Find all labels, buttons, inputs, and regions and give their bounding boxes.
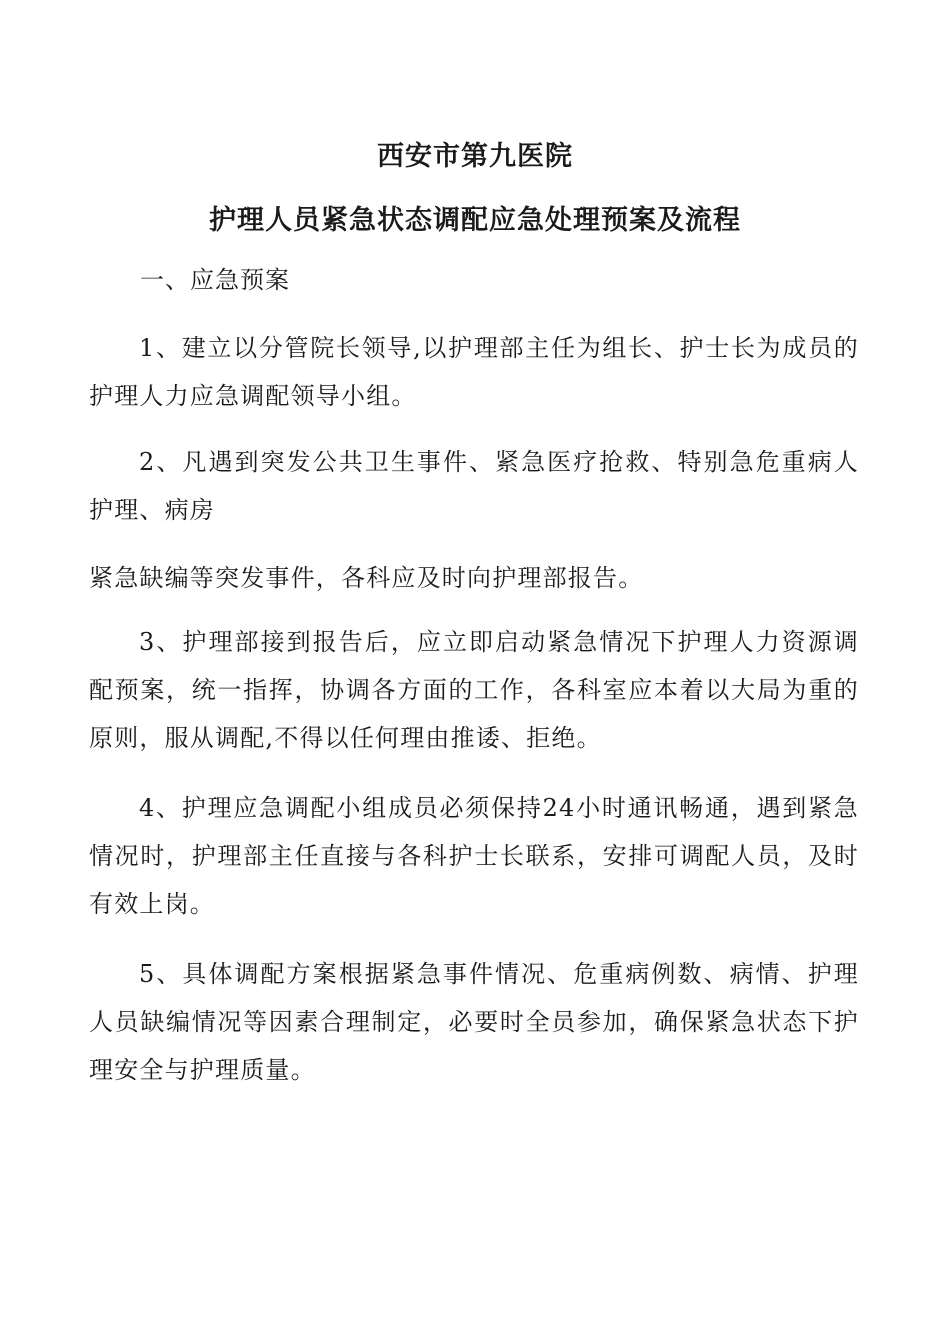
paragraph-2-continued: 紧急缺编等突发事件，各科应及时向护理部报告。 (89, 564, 644, 592)
paragraph-4: 4、护理应急调配小组成员必须保持24小时通讯畅通，遇到紧急情况时，护理部主任直接与各科护士长联系，安排可调配人员，及时有效上岗。 (89, 794, 859, 918)
section-heading: 一、应急预案 (140, 266, 290, 294)
document-title: 护理人员紧急状态调配应急处理预案及流程 (209, 205, 741, 236)
paragraph-3: 3、护理部接到报告后，应立即启动紧急情况下护理人力资源调配预案，统一指挥，协调各方面的工作，各科室应本着以大局为重的原则，服从调配,不得以任何理由推诿、拒绝。 (89, 628, 859, 752)
hospital-name-title: 西安市第九医院 (377, 141, 573, 172)
paragraph-2: 2、凡遇到突发公共卫生事件、紧急医疗抢救、特别急危重病人护理、病房 (89, 448, 859, 524)
paragraph-5: 5、具体调配方案根据紧急事件情况、危重病例数、病情、护理人员缺编情况等因素合理制定，必要时全员参加，确保紧急状态下护理安全与护理质量。 (89, 960, 859, 1084)
paragraph-1: 1、建立以分管院长领导,以护理部主任为组长、护士长为成员的护理人力应急调配领导小组。 (89, 334, 859, 410)
